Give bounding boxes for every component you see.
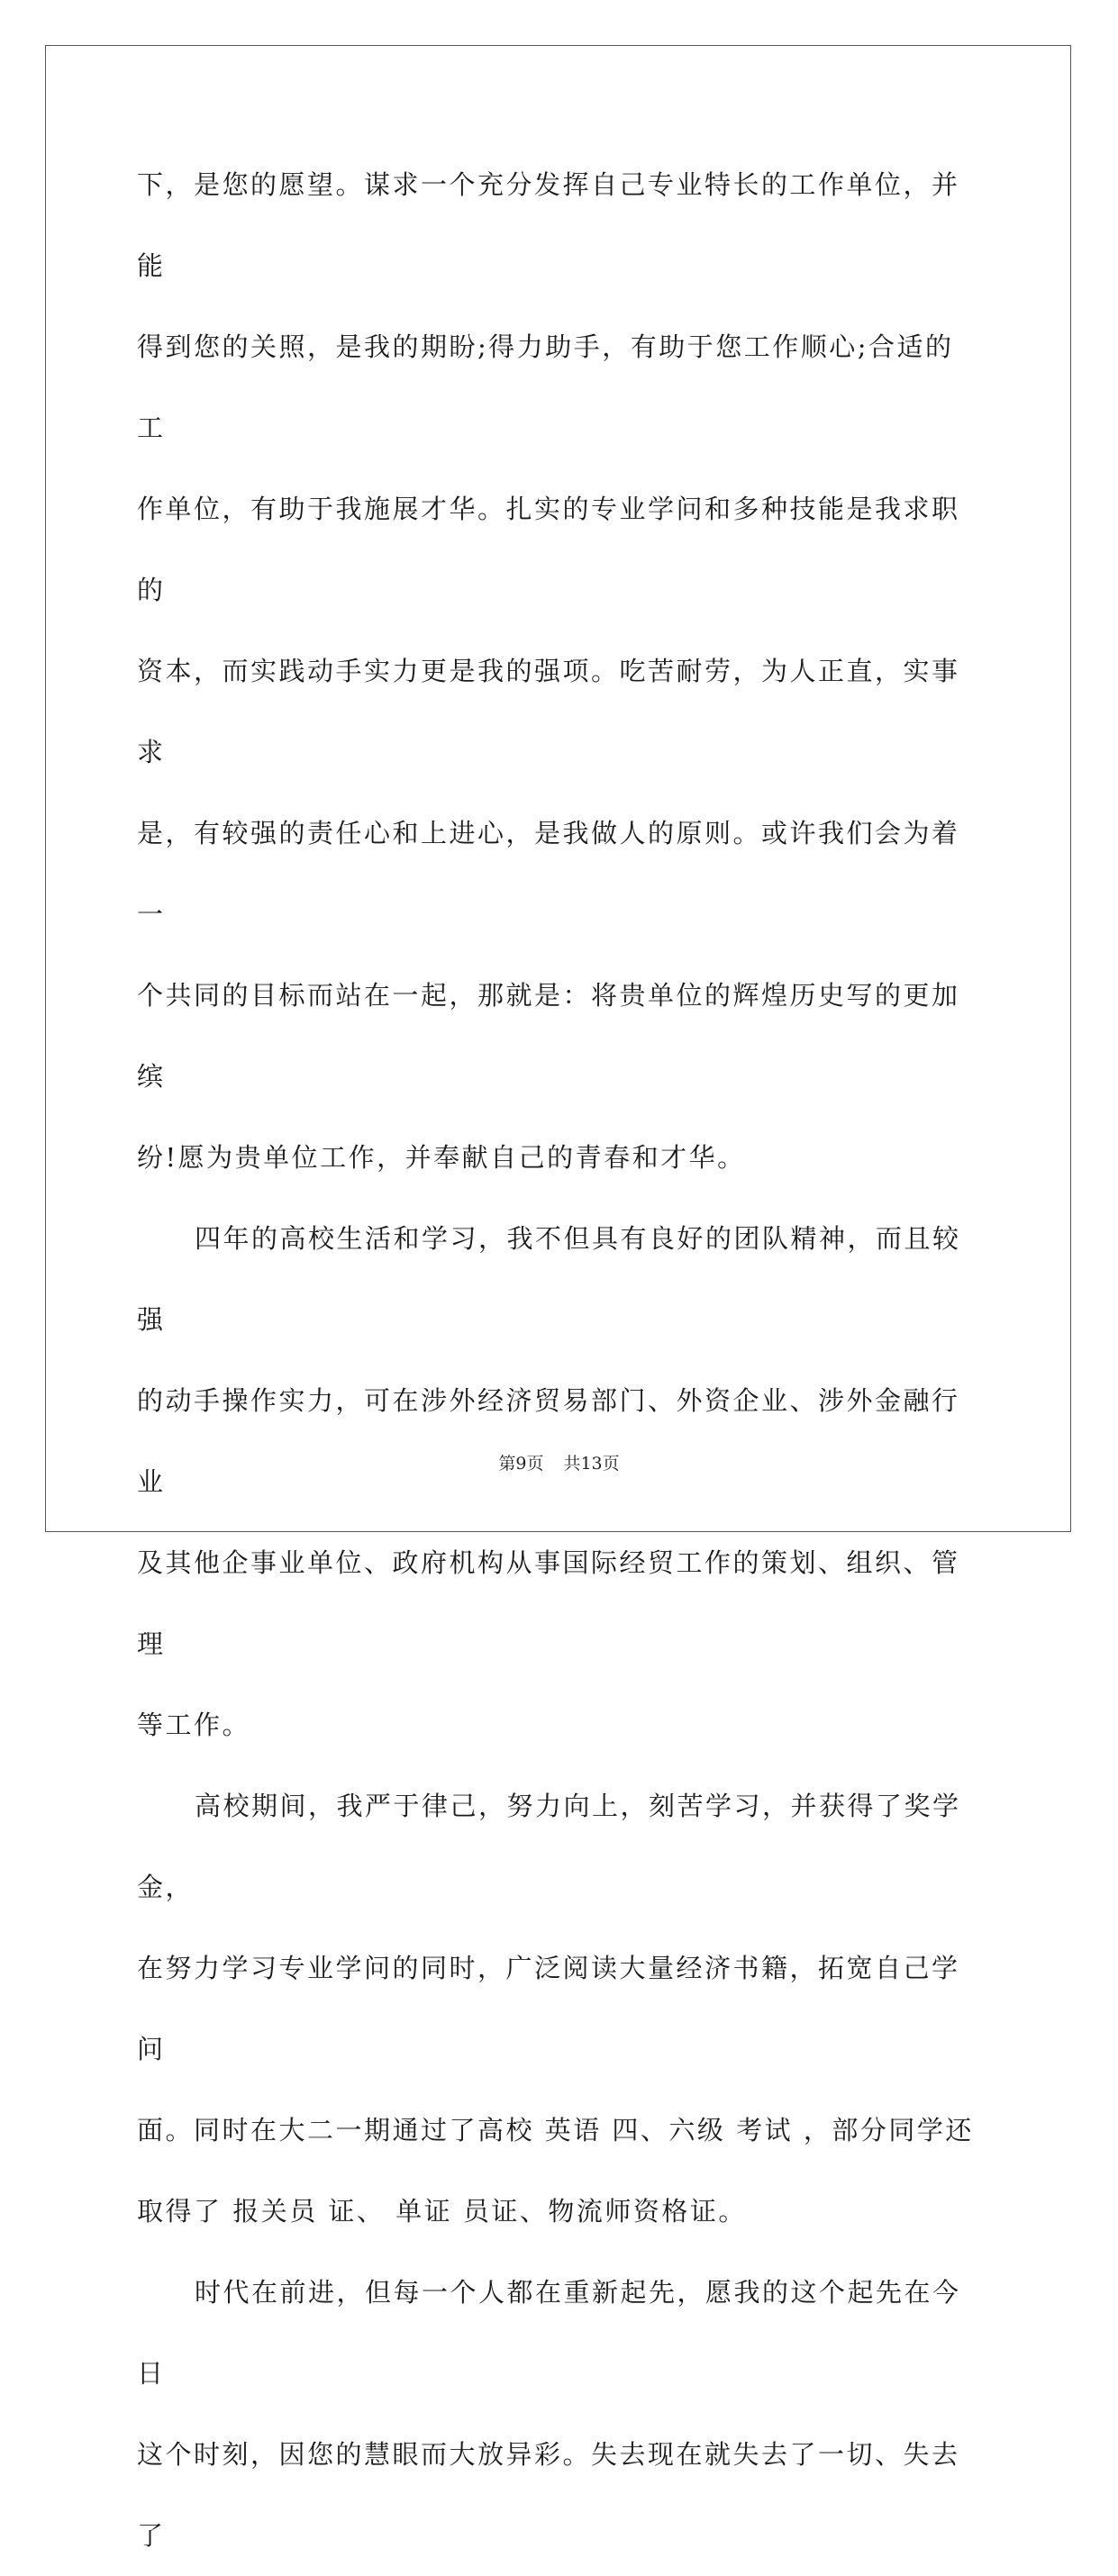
text-line: 的动手操作实力，可在涉外经济贸易部门、外资企业、涉外金融行业 xyxy=(137,1385,960,1497)
page-footer xyxy=(0,1452,1118,1475)
paragraph-first-line: 高校期间，我严于律己，努力向上，刻苦学习，并获得了奖学金， xyxy=(137,1791,961,1902)
text-line: 面。同时在大二一期通过了高校 英语 四、六级 考试 ，部分同学还 xyxy=(137,2115,974,2145)
page-number: 第9页 xyxy=(498,1454,544,1474)
text-line: 等工作。 xyxy=(137,1710,251,1740)
text-line: 在努力学习专业学问的同时，广泛阅读大量经济书籍，拓宽自己学问 xyxy=(137,1953,960,2064)
text-line: 得到您的关照，是我的期盼;得力助手，有助于您工作顺心;合适的工 xyxy=(137,331,954,443)
text-line: 这个时刻，因您的慧眼而大放异彩。失去现在就失去了一切、失去了 xyxy=(137,2439,960,2551)
text-line: 取得了 报关员 证、 单证 员证、物流师资格证。 xyxy=(137,2196,747,2227)
text-line: 下，是您的愿望。谋求一个充分发挥自己专业特长的工作单位，并能 xyxy=(137,169,960,281)
text-line: 作单位，有助于我施展才华。扎实的专业学问和多种技能是我求职的 xyxy=(137,494,960,605)
text-line: 是，有较强的责任心和上进心，是我做人的原则。或许我们会为着一 xyxy=(137,818,960,930)
paragraph-first-line: 四年的高校生活和学习，我不但具有良好的团队精神，而且较强 xyxy=(137,1223,961,1335)
text-line: 纷!愿为贵单位工作，并奉献自己的青春和才华。 xyxy=(137,1142,746,1173)
paragraph-first-line: 时代在前进，但每一个人都在重新起先，愿我的这个起先在今日 xyxy=(137,2277,961,2389)
text-line: 资本，而实践动手实力更是我的强项。吃苦耐劳，为人正直，实事求 xyxy=(137,656,960,767)
text-line: 个共同的目标而站在一起，那就是：将贵单位的辉煌历史写的更加缤 xyxy=(137,980,960,1092)
page-total: 共13页 xyxy=(563,1454,620,1474)
text-line: 及其他企事业单位、政府机构从事国际经贸工作的策划、组织、管理 xyxy=(137,1547,960,1659)
document-body xyxy=(137,144,982,2576)
